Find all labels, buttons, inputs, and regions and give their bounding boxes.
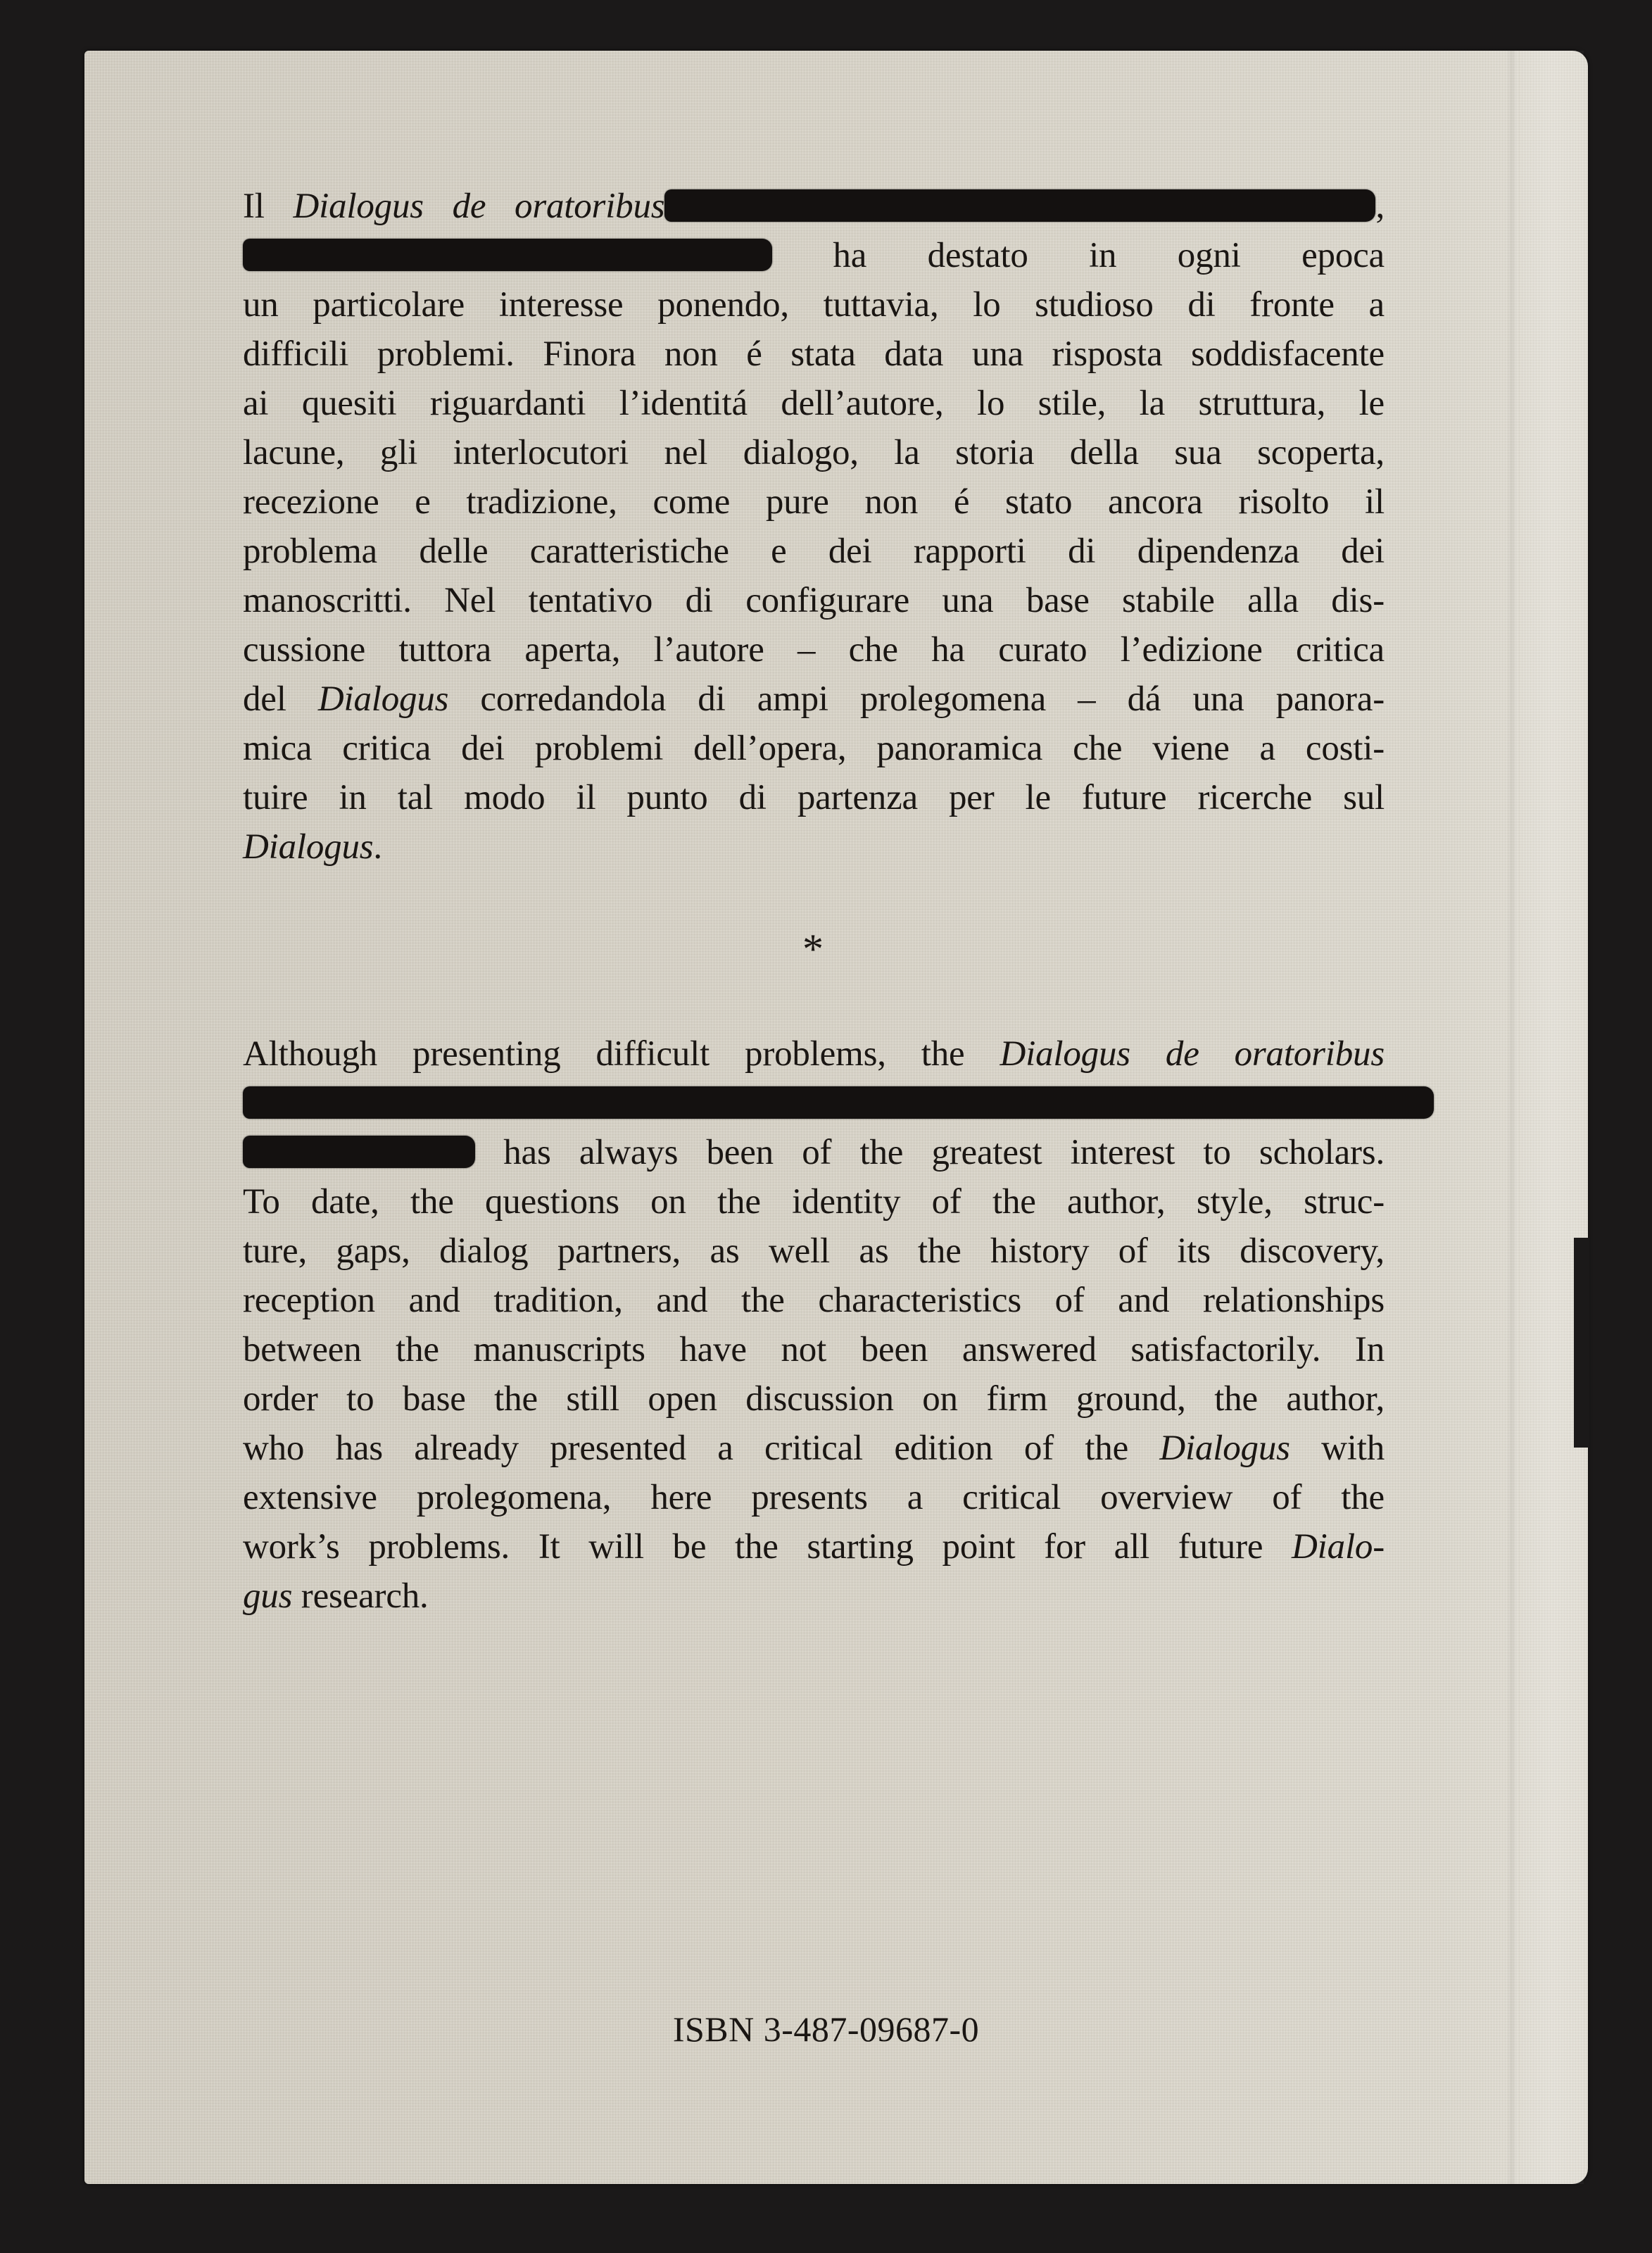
text-line [243,1571,1385,1621]
line-text: mica critica dei problemi dell’opera, panoramica che viene a costi- [243,729,1385,768]
english-blurb [243,1029,1385,1621]
isbn-number: ISBN 3-487-09687-0 [672,2009,980,2049]
text-line [243,231,1385,280]
line-text: lacune, gli interlocutori nel dialogo, la storia della sua scoperta, [243,433,1385,472]
text-line [243,1276,1385,1325]
line-text: To date, the questions on the identity of the author, style, struc- [243,1182,1385,1222]
line-text: with [1290,1429,1385,1468]
line-text: between the manuscripts have not been answered satisfactorily. In [243,1330,1385,1369]
redaction-bar [243,239,772,271]
line-text: , [1375,187,1385,226]
redaction-bar [243,1136,475,1168]
text-line [243,527,1385,576]
line-text: Il [243,187,294,226]
spine-crease [1506,51,1518,2184]
cover-edge-notch [1574,1238,1589,1448]
line-text: manoscritti. Nel tentativo di configurare una base stabile alla dis- [243,581,1385,620]
line-text: order to base the still open discussion on firm ground, the author, [243,1379,1385,1419]
text-line [243,1177,1385,1226]
line-text: problema delle caratteristiche e dei rapporti di dipendenza dei [243,532,1385,571]
line-text: has always been of the greatest interest to scholars. [475,1133,1385,1172]
text-line [243,822,1385,872]
text-line [243,773,1385,822]
text-line [243,724,1385,773]
line-text: Although presenting difficult problems, the [243,1034,1000,1074]
line-text: . [373,827,382,867]
text-line [243,625,1385,674]
text-line [243,379,1385,428]
text-line [243,428,1385,477]
italic-title: Dialogus [317,679,449,719]
text-line [243,1029,1385,1079]
redaction-bar [243,1086,1434,1119]
text-line [243,1226,1385,1276]
italic-title: Dialo- [1292,1527,1385,1567]
section-separator-asterisk: * [802,926,824,972]
text-line [243,674,1385,724]
text-line [243,1128,1385,1177]
line-text: tuire in tal modo il punto di partenza per le future ricerche sul [243,778,1385,817]
text-line [243,576,1385,625]
line-text: recezione e tradizione, come pure non é stato ancora risolto il [243,482,1385,522]
text-line [243,1424,1385,1473]
line-text: del [243,679,318,719]
text-line [243,330,1385,379]
line-text: extensive prolegomena, here presents a critical overview of the [243,1478,1385,1517]
line-text: reception and tradition, and the characteristics of and relationships [243,1281,1385,1320]
line-text: un particolare interesse ponendo, tuttavia, lo studioso di fronte a [243,285,1385,325]
text-line [243,477,1385,527]
text-line [243,1325,1385,1374]
text-line [243,1079,1385,1128]
text-line [243,1374,1385,1424]
italian-blurb [243,182,1385,872]
line-text: work’s problems. It will be the starting point for all future [243,1527,1292,1567]
italic-title: Dialogus de oratoribus [293,187,665,226]
spine-highlight [1520,51,1584,2184]
line-text: corredandola di ampi prolegomena – dá una panora- [448,679,1385,719]
italic-title: Dialogus de oratoribus [1000,1034,1385,1074]
line-text: ha destato in ogni epoca [772,236,1385,275]
line-text: ai quesiti riguardanti l’identitá dell’autore, lo stile, la struttura, le [243,384,1385,423]
italic-title: Dialogus [243,827,374,867]
text-line [243,280,1385,330]
line-text: cussione tuttora aperta, l’autore – che ha curato l’edizione critica [243,630,1385,670]
text-line [243,182,1385,231]
line-text: ture, gaps, dialog partners, as well as the history of its discovery, [243,1231,1385,1271]
line-text: who has already presented a critical edition of the [243,1429,1160,1468]
redaction-bar [664,189,1375,222]
italic-title: gus [243,1576,293,1616]
text-line [243,1473,1385,1522]
text-line [243,1522,1385,1571]
italic-title: Dialogus [1159,1429,1290,1468]
line-text: difficili problemi. Finora non é stata data una risposta soddisfacente [243,334,1385,374]
line-text: research. [292,1576,429,1616]
